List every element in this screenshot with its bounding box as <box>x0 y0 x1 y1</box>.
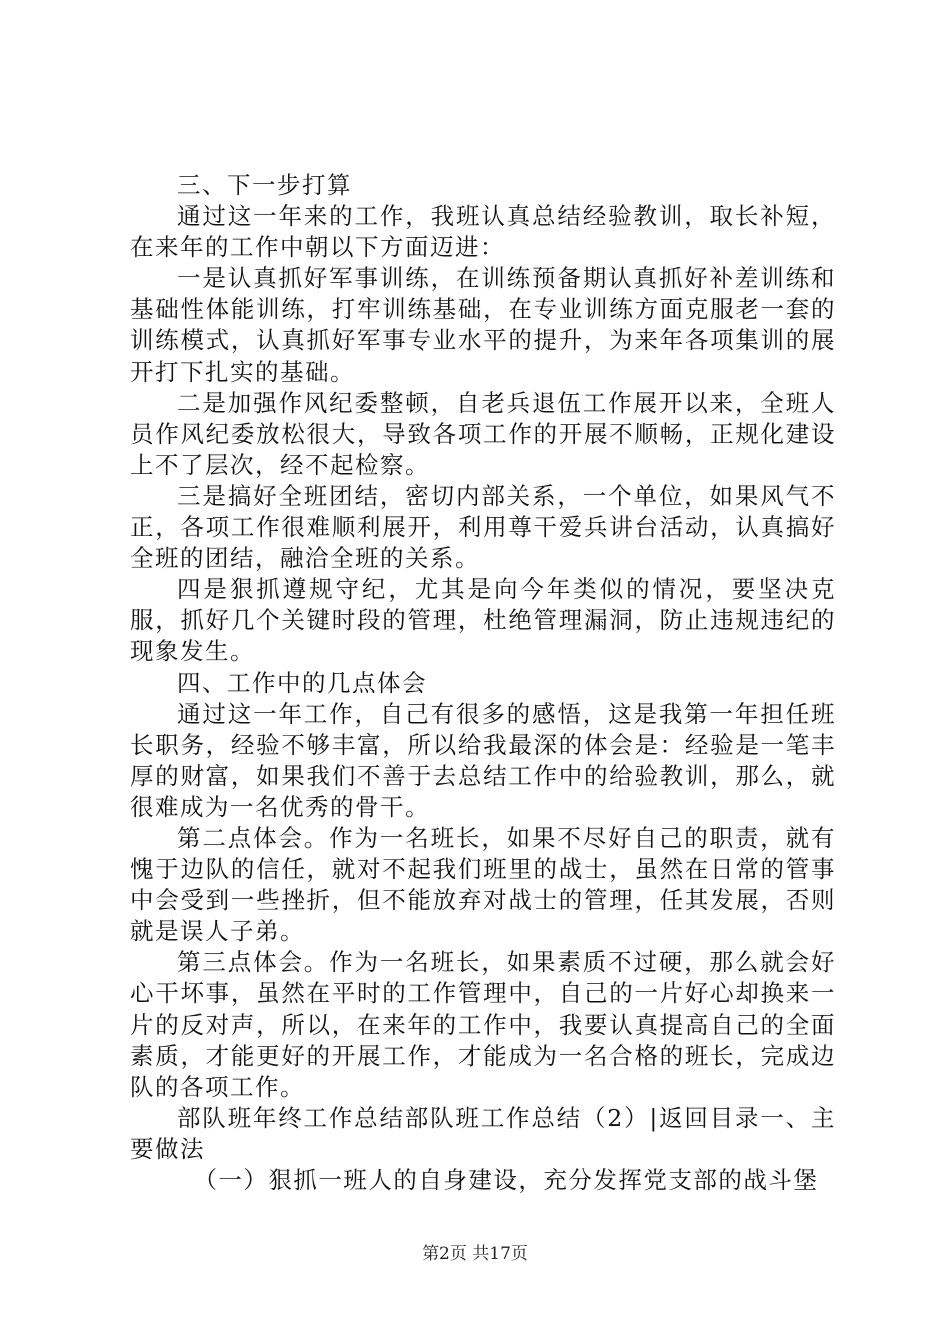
paragraph: 四是狠抓遵规守纪，尤其是向今年类似的情况，要坚决克服，抓好几个关键时段的管理，杜绝管理漏洞，防止违规违纪的现象发生。 <box>130 575 836 666</box>
paragraph: 通过这一年来的工作，我班认真总结经验教训，取长补短，在来年的工作中朝以下方面迈进： <box>130 202 836 262</box>
paragraph: （一）狠抓一班人的自身建设，充分发挥党支部的战斗堡 <box>193 1166 819 1194</box>
section-heading-experience: 四、工作中的几点体会 <box>177 668 427 697</box>
paragraph: 三是搞好全班团结，密切内部关系，一个单位，如果风气不正，各项工作很难顺利展开，利用尊干爱兵讲台活动，认真搞好全班的团结，融洽全班的关系。 <box>130 481 836 573</box>
paragraph: 第二点体会。作为一名班长，如果不尽好自己的职责，就有愧于边队的信任，就对不起我们班里的战士，虽然在日常的管事中会受到一些挫折，但不能放弃对战士的管理，任其发展，否则就是误人子弟。 <box>130 823 836 946</box>
paragraph: 通过这一年工作，自己有很多的感悟，这是我第一年担任班长职务，经验不够丰富，所以给我最深的体会是：经验是一笔丰厚的财富，如果我们不善于去总结工作中的给验教训，那么，就很难成为一名优秀的骨干。 <box>130 699 836 821</box>
paragraph: 第三点体会。作为一名班长，如果素质不过硬，那么就会好心干坏事，虽然在平时的工作管理中，自己的一片好心却换来一片的反对声，所以，在来年的工作中，我要认真提高自己的全面素质，才能更好的开展工作，才能成为一名合格的班长，完成边队的各项工作。 <box>130 948 836 1101</box>
paragraph: 一是认真抓好军事训练，在训练预备期认真抓好补差训练和基础性体能训练，打牢训练基础，在专业训练方面克服老一套的训练模式，认真抓好军事专业水平的提升，为来年各项集训的展开打下扎实的基础。 <box>130 264 836 386</box>
paragraph: 二是加强作风纪委整顿，自老兵退伍工作展开以来，全班人员作风纪委放松很大，导致各项工作的开展不顺畅，正规化建设上不了层次，经不起检察。 <box>130 388 836 479</box>
document-body <box>130 170 836 1196</box>
section-heading-next-plan: 三、下一步打算 <box>177 171 352 199</box>
page-number-footer: 第2页 共17页 <box>422 1244 528 1264</box>
paragraph: 部队班年终工作总结部队班工作总结（2）|返回目录一、主要做法 <box>130 1103 836 1163</box>
